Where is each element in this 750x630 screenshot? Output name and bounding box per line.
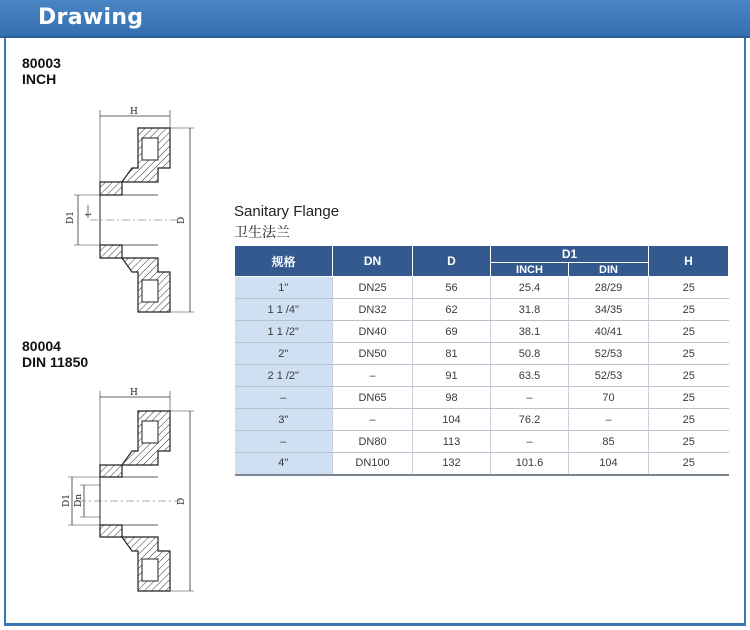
- cell-dn: DN32: [333, 299, 413, 321]
- table-row: [235, 299, 729, 321]
- cell-d: 113: [413, 431, 491, 453]
- dim-d-label: D: [177, 216, 187, 224]
- page-title: Drawing: [38, 5, 144, 30]
- cell-dn: DN65: [333, 387, 413, 409]
- header-bar: [0, 0, 750, 38]
- cell-d1-inch: 38.1: [491, 321, 569, 343]
- dim-dn-label: Dn: [74, 493, 84, 507]
- table-row: [235, 431, 729, 453]
- cell-spec: 3": [235, 409, 333, 431]
- cell-d1-inch: 25.4: [491, 277, 569, 299]
- cell-h: 25: [649, 343, 729, 365]
- cell-d: 98: [413, 387, 491, 409]
- cell-dn: DN80: [333, 431, 413, 453]
- col-header-dn: DN: [333, 246, 413, 277]
- cell-d1-inch: 101.6: [491, 453, 569, 475]
- cell-h: 25: [649, 409, 729, 431]
- cell-d: 69: [413, 321, 491, 343]
- col-header-d: D: [413, 246, 491, 277]
- cell-d: 81: [413, 343, 491, 365]
- cell-d1-din: 104: [569, 453, 649, 475]
- cell-d1-inch: –: [491, 387, 569, 409]
- cell-dn: –: [333, 365, 413, 387]
- cell-spec: 4": [235, 453, 333, 475]
- cell-d: 132: [413, 453, 491, 475]
- table-row: [235, 409, 729, 431]
- model-code: 80003: [22, 55, 61, 71]
- cell-d: 104: [413, 409, 491, 431]
- cell-dn: DN40: [333, 321, 413, 343]
- cell-d1-din: 52/53: [569, 343, 649, 365]
- cell-spec: –: [235, 387, 333, 409]
- cell-d: 91: [413, 365, 491, 387]
- table-row: [235, 321, 729, 343]
- cell-h: 25: [649, 387, 729, 409]
- flange-drawing-inch: [60, 100, 210, 340]
- cell-h: 25: [649, 277, 729, 299]
- dim-d1-label: D1: [62, 494, 72, 507]
- cell-d1-din: –: [569, 409, 649, 431]
- model-standard: DIN 11850: [22, 354, 89, 370]
- cell-h: 25: [649, 453, 729, 475]
- cell-spec: 1": [235, 277, 333, 299]
- model-80004-label: [22, 338, 88, 370]
- table-row: [235, 387, 729, 409]
- dim-d1-label: D1: [66, 211, 76, 224]
- cell-h: 25: [649, 431, 729, 453]
- dim-h-label: H: [130, 388, 138, 398]
- cell-spec: 2 1 /2": [235, 365, 333, 387]
- col-header-inch: INCH: [491, 263, 569, 277]
- col-header-h: H: [649, 246, 729, 277]
- table-row: [235, 277, 729, 299]
- cell-d1-din: 40/41: [569, 321, 649, 343]
- dim-h-label: H: [130, 107, 138, 117]
- cell-d: 56: [413, 277, 491, 299]
- dim-d-label: D: [177, 497, 187, 505]
- spec-table: [234, 245, 729, 476]
- cell-d1-din: 85: [569, 431, 649, 453]
- table-title: Sanitary Flange: [234, 203, 340, 220]
- table-subtitle: 卫生法兰: [234, 225, 290, 241]
- cell-d1-inch: 63.5: [491, 365, 569, 387]
- cell-d1-din: 70: [569, 387, 649, 409]
- cell-d1-din: 28/29: [569, 277, 649, 299]
- flange-drawing-din: [60, 385, 210, 620]
- cell-h: 25: [649, 321, 729, 343]
- model-code: 80004: [22, 338, 61, 354]
- cell-d1-inch: 76.2: [491, 409, 569, 431]
- table-row: [235, 453, 729, 475]
- cell-spec: 1 1 /4": [235, 299, 333, 321]
- table-body: [235, 277, 729, 475]
- col-header-spec: 规格: [235, 246, 333, 277]
- cell-dn: DN100: [333, 453, 413, 475]
- dim-t-label: t: [84, 212, 93, 216]
- cell-d: 62: [413, 299, 491, 321]
- cell-d1-din: 52/53: [569, 365, 649, 387]
- cell-d1-inch: –: [491, 431, 569, 453]
- cell-spec: 2": [235, 343, 333, 365]
- cell-d1-inch: 50.8: [491, 343, 569, 365]
- cell-dn: DN50: [333, 343, 413, 365]
- cell-dn: DN25: [333, 277, 413, 299]
- cell-h: 25: [649, 299, 729, 321]
- model-80003-label: [22, 55, 61, 87]
- cell-dn: –: [333, 409, 413, 431]
- cell-spec: –: [235, 431, 333, 453]
- table-row: [235, 343, 729, 365]
- cell-spec: 1 1 /2": [235, 321, 333, 343]
- cell-d1-din: 34/35: [569, 299, 649, 321]
- col-header-din: DIN: [569, 263, 649, 277]
- model-standard: INCH: [22, 71, 57, 87]
- col-header-d1: D1: [491, 246, 649, 263]
- cell-d1-inch: 31.8: [491, 299, 569, 321]
- cell-h: 25: [649, 365, 729, 387]
- table-row: [235, 365, 729, 387]
